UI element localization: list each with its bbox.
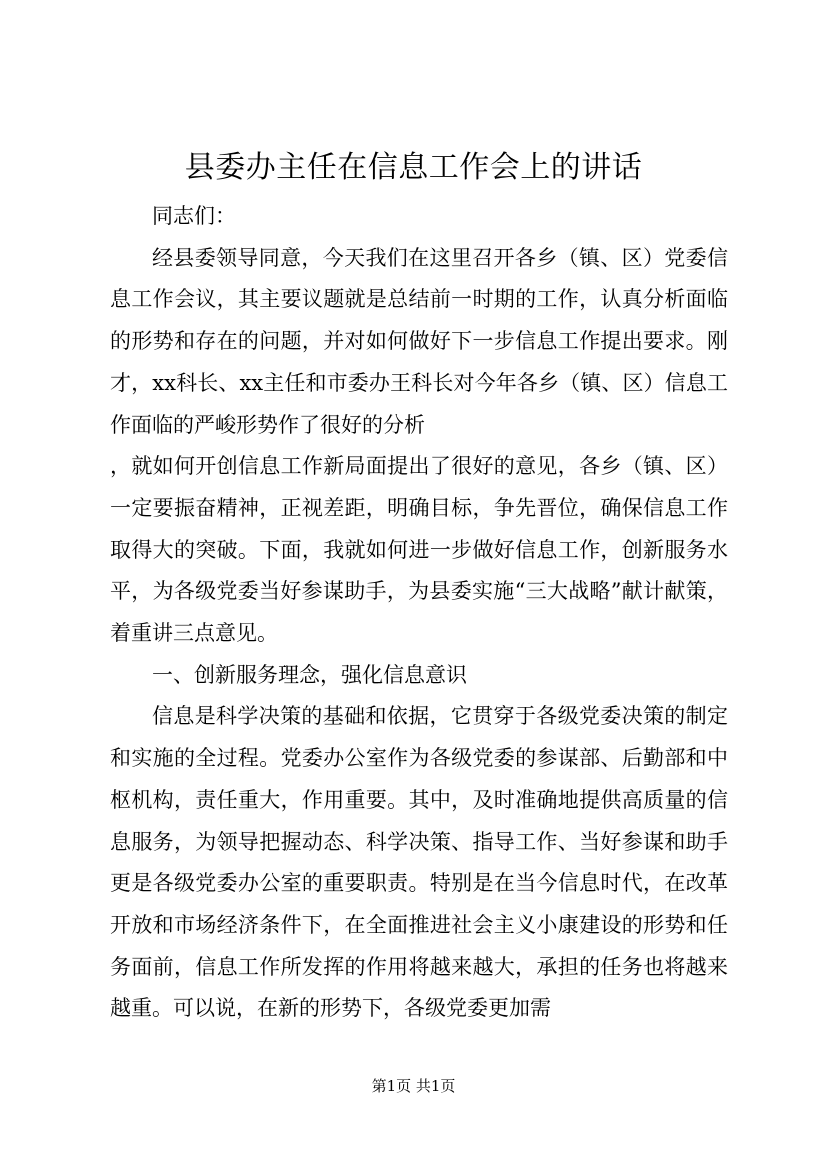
document-title: 县委办主任在信息工作会上的讲话 — [184, 150, 643, 185]
page-number-footer: 第1页 共1页 — [371, 1077, 456, 1095]
salutation: 同志们： — [152, 204, 236, 228]
paragraph-3: 信息是科学决策的基础和依据，它贯穿于各级党委决策的制定和实施的全过程。党委办公室作为各级党委的参谋部、后勤部和中枢机构，责任重大，作用重要。其中，及时准确地提供高质量的信息服务，为领导把握动态、科学决策、指导工作、当好参谋和助手更是各级党委办公室的重要职责。特别是在当今信息时代，在改革开放和市场经济条件下，在全面推进社会主义小康建设的形势和任务面前，信息工作所发挥的作用将越来越大，承担的任务也将越来越重。可以说，在新的形势下，各级党委更加需 — [110, 704, 728, 1021]
paragraph-1: 经县委领导同意，今天我们在这里召开各乡（镇、区）党委信息工作会议，其主要议题就是总结前一时期的工作，认真分析面临的形势和存在的问题，并对如何做好下一步信息工作提出要求。刚才，xx科长、xx主任和市委办王科长对今年各乡（镇、区）信息工作面临的严峻形势作了很好的分析 — [110, 245, 728, 437]
section-heading-1: 一、创新服务理念，强化信息意识 — [152, 662, 467, 687]
document-body — [110, 196, 728, 1030]
paragraph-2: ，就如何开创信息工作新局面提出了很好的意见，各乡（镇、区）一定要振奋精神，正视差距，明确目标，争先晋位，确保信息工作取得大的突破。下面，我就如何进一步做好信息工作，创新服务水平，为各级党委当好参谋助手，为县委实施“三大战略”献计献策，着重讲三点意见。 — [110, 454, 728, 646]
